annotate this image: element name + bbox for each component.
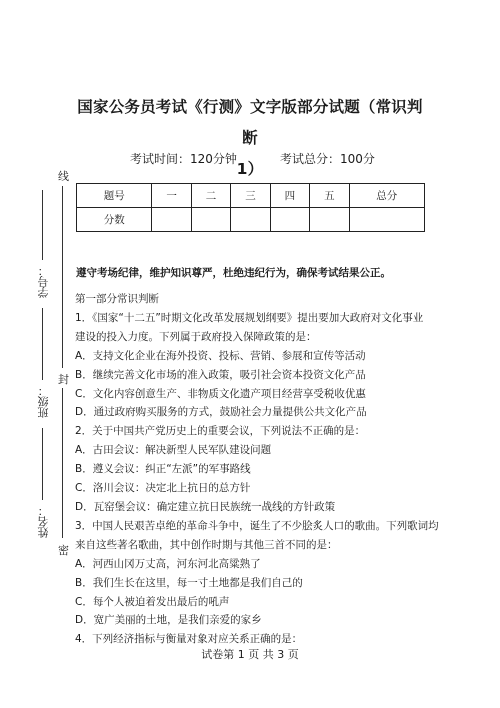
text-line: 2．关于中国共产党历史上的重要会议，下列说法不正确的是： [75, 425, 366, 438]
score-cell-empty [310, 208, 349, 232]
score-cell-empty [191, 208, 230, 232]
name-underline [42, 428, 43, 500]
text-line: 4．下列经济指标与衡量对象对应关系正确的是： [75, 633, 303, 646]
document-title [70, 92, 430, 185]
text-line: 3．中国人民艰苦卓绝的革命斗争中，诞生了不少脍炙人口的歌曲。下列歌词均 [75, 519, 439, 532]
text-line: 来自这些著名歌曲，其中创作时期与其他三首不同的是： [75, 538, 338, 551]
text-line: D．瓦窑堡会议：确定建立抗日民族统一战线的方针政策 [75, 500, 336, 513]
binding-mark-xian: 线 [58, 170, 69, 183]
text-line: A．支持文化企业在海外投资、投标、营销、参展和宣传等活动 [75, 349, 366, 362]
score-cell-header: 三 [231, 184, 270, 208]
text-line: C．洛川会议：决定北上抗日的总方针 [75, 482, 251, 495]
question-body [75, 290, 439, 649]
text-line: 建设的投入力度。下列属于政府投入保障政策的是： [75, 330, 317, 343]
binding-mark-mi: 密 [58, 544, 69, 557]
score-cell-header: 二 [191, 184, 230, 208]
text-line: B．我们生长在这里，每一寸土地都是我们自己的 [75, 576, 303, 589]
score-cell-empty [270, 208, 309, 232]
title-line-2: 1） [236, 160, 264, 178]
student-id-label: 学号： [37, 265, 50, 298]
text-line: A．河西山冈万丈高，河东河北高粱熟了 [75, 557, 261, 570]
text-line: A．古田会议：解决新型人民军队建设问题 [75, 444, 272, 457]
binding-line-upper [62, 186, 63, 368]
text-line: C．文化内容创意生产、非物质文化遗产项目经营享受税收优惠 [75, 387, 366, 400]
binding-line-lower [62, 388, 63, 538]
exam-total-score: 考试总分：100分 [280, 152, 375, 166]
title-line-1: 国家公务员考试《行测》文字版部分试题（常识判断 [77, 98, 423, 147]
exam-time: 考试时间：120分钟 [130, 152, 237, 166]
score-cell-empty [349, 208, 424, 232]
score-cell-header: 五 [310, 184, 349, 208]
class-underline [42, 308, 43, 380]
text-line: B．继续完善文化市场的准入政策，吸引社会资本投资文化产品 [75, 368, 366, 381]
page-footer: 试卷第 1 页 共 3 页 [201, 648, 299, 661]
score-cell-empty [152, 208, 191, 232]
score-cell-header: 总分 [349, 184, 424, 208]
score-table [76, 183, 425, 232]
class-label: 班级： [37, 385, 50, 418]
student-id-underline [42, 190, 43, 260]
score-table-header-row [77, 184, 425, 208]
text-line: C．每个人被迫着发出最后的吼声 [75, 595, 230, 608]
text-line: B．遵义会议：纠正“左派”的军事路线 [75, 463, 251, 476]
section-heading: 第一部分常识判断 [75, 293, 159, 305]
text-line: D．宽广美丽的土地，是我们亲爱的家乡 [75, 614, 262, 627]
score-cell-empty [231, 208, 270, 232]
score-cell-header: 题号 [77, 184, 152, 208]
score-table-score-row [77, 208, 425, 232]
score-row-label: 分数 [77, 208, 152, 232]
text-line: 1．《国家“十二五”时期文化改革发展规划纲要》提出要加大政府对文化事业 [75, 311, 424, 324]
name-label: 姓名： [37, 505, 50, 538]
score-cell-header: 一 [152, 184, 191, 208]
exam-notice: 遵守考场纪律，维护知识尊严，杜绝违纪行为，确保考试结果公正。 [76, 267, 391, 279]
binding-mark-feng: 封 [58, 373, 69, 386]
text-line: D．通过政府购买服务的方式，鼓励社会力量提供公共文化产品 [75, 406, 367, 419]
score-cell-header: 四 [270, 184, 309, 208]
